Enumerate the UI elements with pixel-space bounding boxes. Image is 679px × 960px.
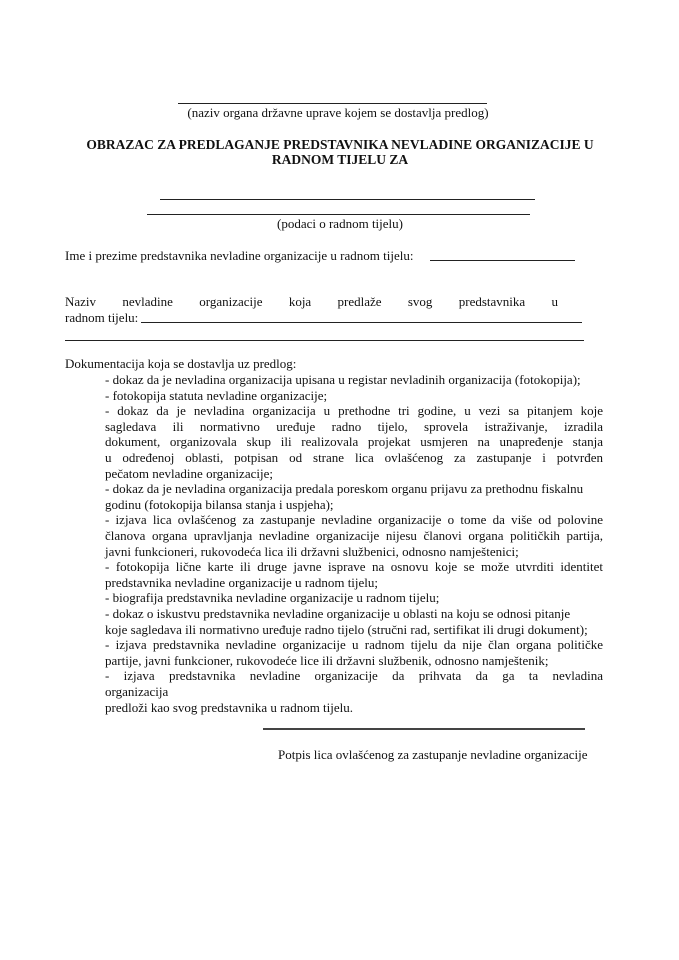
documentation-line: - dokaz o iskustvu predstavnika nevladine organizacije u oblasti na koju se odnosi pitanje bbox=[105, 606, 571, 621]
label-word: predstavnika bbox=[458, 294, 526, 309]
documentation-line: predstavnika nevladine organizacije u radnom tijelu; bbox=[105, 574, 379, 590]
representative-name-field[interactable] bbox=[430, 260, 575, 261]
documentation-line: predloži kao svog predstavnika u radnom tijelu. bbox=[105, 699, 354, 715]
documentation-line: - dokaz da je nevladina organizacija upisana u registar nevladinih organizacija (fotokopija); bbox=[105, 372, 581, 387]
documentation-line: - fotokopija statuta nevladine organizacije; bbox=[105, 387, 328, 403]
working-body-caption: (podaci o radnom tijelu) bbox=[277, 216, 403, 231]
documentation-line: dokument, organizovala skup ili realizovala projekat usmjeren na unapređenje stanja bbox=[105, 434, 603, 450]
organization-name-field-extra[interactable] bbox=[65, 340, 584, 341]
label-word: Naziv bbox=[65, 294, 97, 309]
organization-name-label-line2: radnom tijelu: bbox=[65, 310, 139, 325]
label-word: nevladine bbox=[122, 294, 173, 309]
working-body-blank-line-1[interactable] bbox=[160, 199, 535, 200]
documentation-line: javni funkcioneri, rukovodeća lica ili državni službenici, odnosno namještenici; bbox=[105, 543, 519, 559]
label-word: organizacije bbox=[199, 294, 263, 309]
documentation-line: - izjava predstavnika nevladine organizacije da prihvata da ga ta nevladina bbox=[105, 668, 603, 684]
working-body-blank-line-2[interactable] bbox=[147, 214, 530, 215]
signature-caption: Potpis lica ovlašćenog za zastupanje nevladine organizacije bbox=[278, 747, 588, 762]
representative-name-label: Ime i prezime predstavnika nevladine organizacije u radnom tijelu: bbox=[65, 248, 414, 263]
documentation-line: godinu (fotokopija bilansa stanja i uspjeha); bbox=[105, 496, 334, 512]
label-word: predlaže bbox=[337, 294, 382, 309]
label-word: svog bbox=[407, 294, 433, 309]
documentation-line: organizacija bbox=[105, 684, 169, 699]
form-title-line1: OBRAZAC ZA PREDLAGANJE PREDSTAVNIKA NEVLADINE ORGANIZACIJE U bbox=[86, 137, 594, 152]
form-title-line2: RADNOM TIJELU ZA bbox=[271, 152, 409, 167]
documentation-line: - izjava lica ovlašćenog za zastupanje nevladine organizacije o tome da više od polovine bbox=[105, 512, 603, 528]
documentation-line: - fotokopija lične karte ili druge javne isprave na osnovu koje se može utvrditi identitet bbox=[105, 559, 603, 575]
recipient-blank-line[interactable] bbox=[178, 103, 487, 104]
documentation-line: partije, javni funkcioner, rukovodeće lice ili državni službenik, odnosno namještenik; bbox=[105, 652, 549, 668]
label-word: koja bbox=[288, 294, 312, 309]
label-word: u bbox=[551, 294, 558, 309]
recipient-caption: (naziv organa državne uprave kojem se dostavlja predlog) bbox=[187, 105, 489, 120]
documentation-line: - dokaz da je nevladina organizacija u prethodne tri godine, u vezi sa pitanjem koje bbox=[105, 403, 603, 419]
documentation-line: pečatom nevladine organizacije; bbox=[105, 465, 273, 481]
organization-name-field[interactable] bbox=[141, 322, 582, 323]
organization-name-label bbox=[65, 294, 558, 309]
documentation-line: - dokaz da je nevladina organizacija predala poreskom organu prijavu za prethodnu fiskalnu bbox=[105, 481, 584, 497]
documentation-line: koje sagledava ili normativno uređuje radno tijelo (stručni rad, sertifikat ili drugi dokument); bbox=[105, 621, 588, 637]
documentation-line: - biografija predstavnika nevladine organizacije u radnom tijelu; bbox=[105, 590, 440, 606]
documentation-line: - izjava predstavnika nevladine organizacije u radnom tijelu da nije član organa političke bbox=[105, 637, 603, 653]
documentation-line: članova organa upravljanja nevladine organizacije nijesu članovi organa političkih partija, bbox=[105, 528, 603, 543]
documentation-heading: Dokumentacija koja se dostavlja uz predlog: bbox=[65, 356, 297, 371]
documentation-line: u određenoj oblasti, potpisan od strane lica ovlašćenog za zastupanje i potvrđen bbox=[105, 450, 603, 465]
signature-line[interactable] bbox=[263, 728, 585, 730]
documentation-line: sagledava ili normativno uređuje radno tijelo, sprovela istraživanje, izradila bbox=[105, 418, 603, 434]
